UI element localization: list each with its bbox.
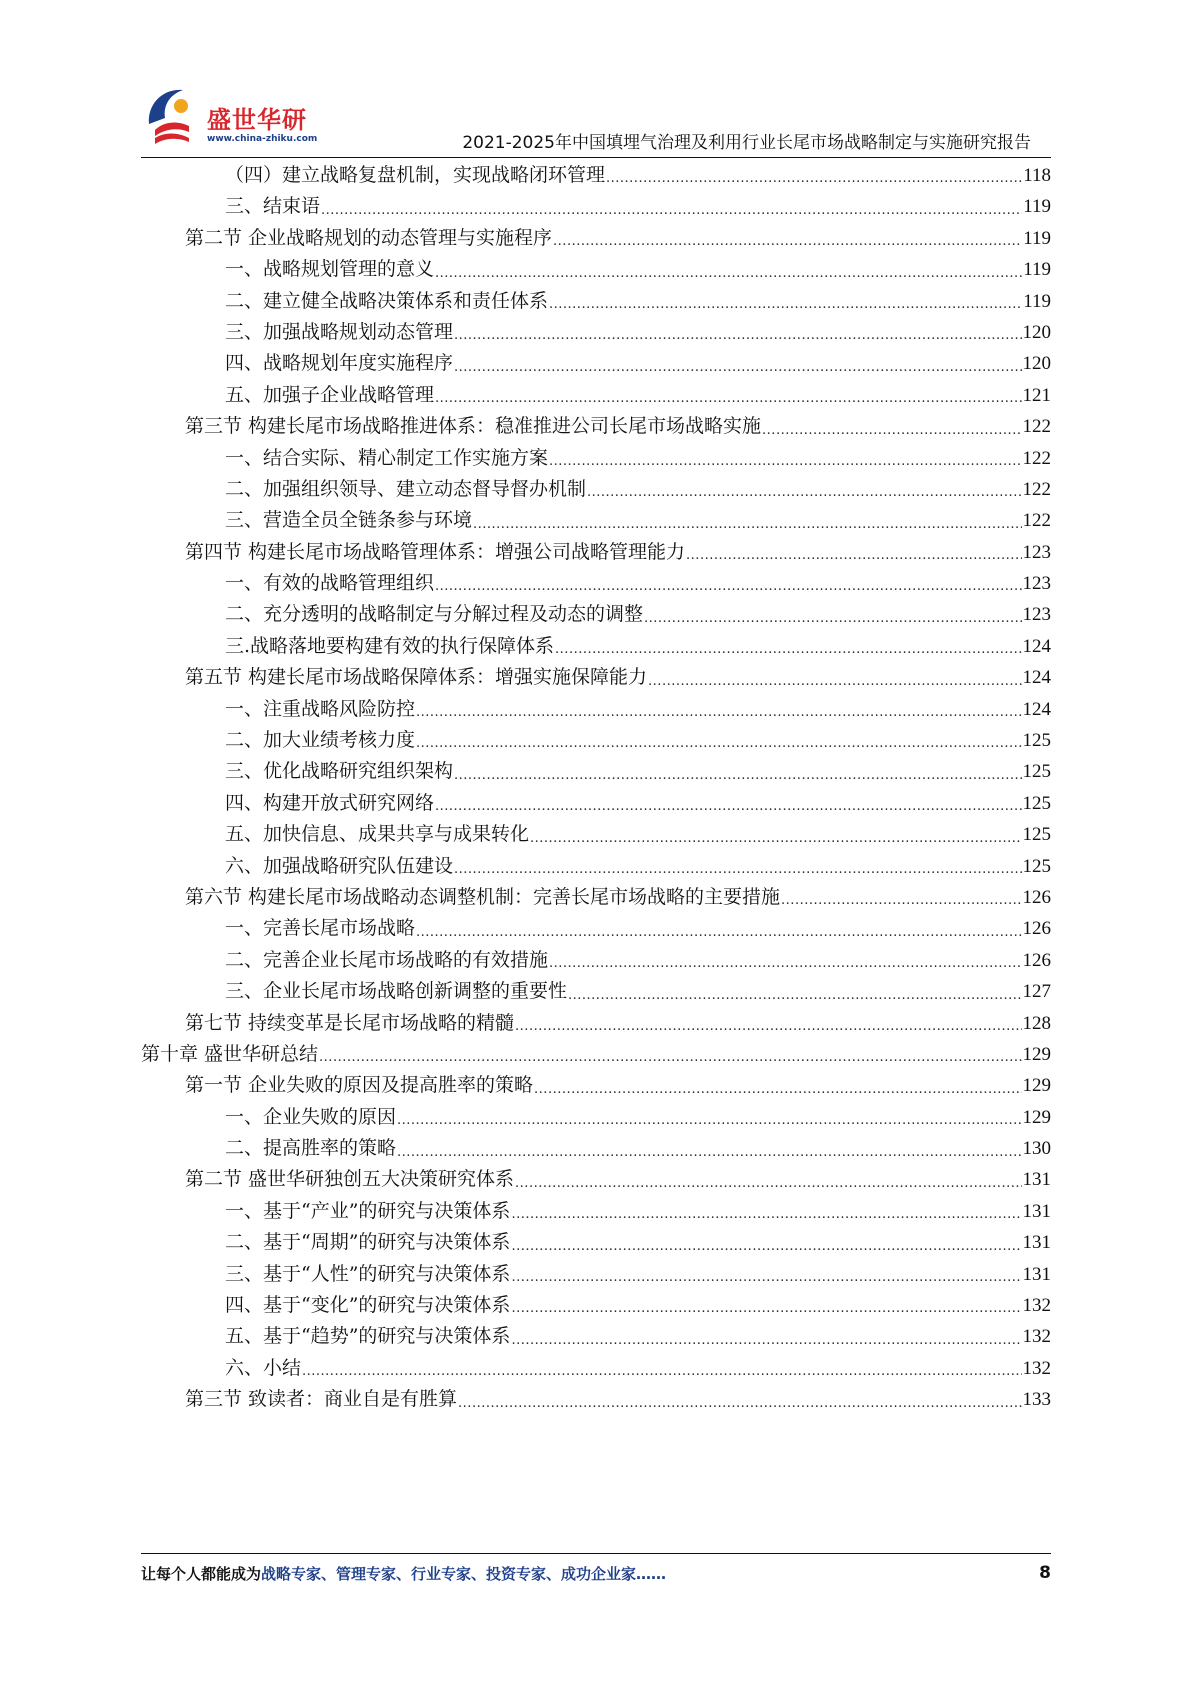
toc-dot-leader	[454, 851, 1021, 882]
toc-entry-page: 124	[1022, 635, 1051, 657]
toc-dot-leader	[319, 1039, 1021, 1070]
footer-slogan-roles: 战略专家、管理专家、行业专家、投资专家、成功企业家……	[261, 1565, 667, 1583]
toc-entry[interactable]	[141, 631, 1051, 662]
toc-dot-leader	[553, 223, 1022, 254]
toc-dot-leader	[644, 599, 1021, 630]
toc-entry-title: 二、建立健全战略决策体系和责任体系	[225, 289, 549, 312]
toc-entry[interactable]	[141, 756, 1051, 787]
toc-entry[interactable]	[141, 1321, 1051, 1352]
toc-dot-leader	[549, 286, 1022, 317]
toc-entry[interactable]	[141, 537, 1051, 568]
toc-entry-title: 二、提高胜率的策略	[225, 1137, 397, 1160]
toc-entry-title: 第二节 企业战略规划的动态管理与实施程序	[185, 226, 553, 249]
toc-entry-title: 三、加强战略规划动态管理	[225, 320, 454, 343]
toc-dot-leader	[435, 380, 1021, 411]
page-footer	[141, 1563, 1051, 1591]
toc-dot-leader	[458, 1384, 1021, 1415]
toc-entry-page: 123	[1022, 541, 1051, 563]
toc-entry-title: 第四节 构建长尾市场战略管理体系：增强公司战略管理能力	[185, 540, 686, 563]
toc-entry-title: 一、战略规划管理的意义	[225, 258, 435, 281]
toc-entry[interactable]	[141, 725, 1051, 756]
toc-dot-leader	[321, 191, 1022, 222]
toc-entry-title: 三、企业长尾市场战略创新调整的重要性	[225, 980, 568, 1003]
toc-dot-leader	[648, 662, 1021, 693]
logo-mark-icon	[141, 82, 211, 152]
toc-entry-title: 三、基于“人性”的研究与决策体系	[225, 1262, 511, 1285]
toc-entry-page: 131	[1022, 1169, 1051, 1191]
toc-entry-page: 131	[1022, 1263, 1051, 1285]
toc-entry-page: 124	[1022, 667, 1051, 689]
toc-entry-page: 131	[1022, 1232, 1051, 1254]
toc-entry[interactable]	[141, 819, 1051, 850]
toc-entry-title: 一、结合实际、精心制定工作实施方案	[225, 446, 549, 469]
toc-entry[interactable]	[141, 1039, 1051, 1070]
footer-divider	[141, 1553, 1051, 1554]
toc-entry-page: 125	[1022, 792, 1051, 814]
toc-entry-page: 126	[1022, 918, 1051, 940]
company-logo	[141, 82, 321, 152]
toc-entry[interactable]	[141, 662, 1051, 693]
toc-entry-page: 119	[1023, 196, 1051, 218]
toc-entry-title: 第十章 盛世华研总结	[141, 1042, 319, 1065]
toc-dot-leader	[397, 1133, 1021, 1164]
toc-entry[interactable]	[141, 1227, 1051, 1258]
toc-entry-title: 一、完善长尾市场战略	[225, 917, 416, 940]
toc-entry-page: 122	[1022, 447, 1051, 469]
toc-entry-title: 六、加强战略研究队伍建设	[225, 854, 454, 877]
toc-entry[interactable]	[141, 380, 1051, 411]
toc-entry[interactable]	[141, 474, 1051, 505]
toc-entry[interactable]	[141, 1070, 1051, 1101]
toc-entry[interactable]	[141, 411, 1051, 442]
toc-entry-title: 第三节 致读者：商业自是有胜算	[185, 1388, 458, 1411]
toc-dot-leader	[515, 1008, 1021, 1039]
toc-entry-page: 125	[1022, 824, 1051, 846]
toc-dot-leader	[454, 317, 1021, 348]
toc-entry-title: 三.战略落地要构建有效的执行保障体系	[225, 634, 555, 657]
toc-dot-leader	[511, 1290, 1021, 1321]
toc-dot-leader	[534, 1070, 1021, 1101]
toc-entry-page: 123	[1022, 573, 1051, 595]
toc-entry-page: 132	[1022, 1295, 1051, 1317]
toc-dot-leader	[568, 976, 1021, 1007]
toc-entry-title: 五、加强子企业战略管理	[225, 383, 435, 406]
toc-entry-page: 131	[1022, 1200, 1051, 1222]
toc-entry-title: 三、结束语	[225, 195, 321, 218]
toc-entry-title: 一、有效的战略管理组织	[225, 572, 435, 595]
toc-entry-page: 123	[1022, 604, 1051, 626]
toc-entry[interactable]	[141, 599, 1051, 630]
toc-dot-leader	[435, 254, 1022, 285]
toc-entry-page: 127	[1022, 981, 1051, 1003]
toc-entry[interactable]	[141, 443, 1051, 474]
toc-entry-title: 五、加快信息、成果共享与成果转化	[225, 823, 530, 846]
toc-dot-leader	[302, 1353, 1021, 1384]
toc-entry-title: 一、企业失败的原因	[225, 1105, 397, 1128]
toc-entry-title: 四、基于“变化”的研究与决策体系	[225, 1294, 511, 1317]
toc-entry[interactable]	[141, 1008, 1051, 1039]
toc-entry[interactable]	[141, 286, 1051, 317]
toc-entry-page: 125	[1022, 761, 1051, 783]
toc-entry[interactable]	[141, 882, 1051, 913]
toc-entry-title: 第二节 盛世华研独创五大决策研究体系	[185, 1168, 515, 1191]
toc-entry-page: 129	[1022, 1106, 1051, 1128]
toc-entry[interactable]	[141, 160, 1051, 191]
toc-entry-title: 四、构建开放式研究网络	[225, 791, 435, 814]
toc-dot-leader	[606, 160, 1022, 191]
toc-entry[interactable]	[141, 1133, 1051, 1164]
toc-dot-leader	[511, 1227, 1021, 1258]
toc-dot-leader	[762, 411, 1021, 442]
toc-entry-page: 133	[1022, 1389, 1051, 1411]
toc-entry-page: 126	[1022, 886, 1051, 908]
toc-dot-leader	[454, 348, 1021, 379]
toc-dot-leader	[511, 1259, 1021, 1290]
toc-entry[interactable]	[141, 976, 1051, 1007]
toc-entry-title: （四）建立战略复盘机制，实现战略闭环管理	[225, 163, 606, 186]
toc-entry[interactable]	[141, 1259, 1051, 1290]
toc-dot-leader	[530, 819, 1021, 850]
toc-entry-page: 121	[1022, 384, 1051, 406]
toc-entry-title: 二、加大业绩考核力度	[225, 729, 416, 752]
toc-entry[interactable]	[141, 913, 1051, 944]
toc-entry-title: 第五节 构建长尾市场战略保障体系：增强实施保障能力	[185, 666, 648, 689]
header-divider	[141, 157, 1051, 158]
toc-dot-leader	[549, 945, 1021, 976]
toc-entry-title: 三、营造全员全链条参与环境	[225, 509, 473, 532]
toc-dot-leader	[416, 694, 1021, 725]
toc-dot-leader	[397, 1102, 1021, 1133]
toc-entry-title: 三、优化战略研究组织架构	[225, 760, 454, 783]
toc-entry[interactable]	[141, 223, 1051, 254]
footer-slogan-prefix: 让每个人都能成为	[141, 1565, 262, 1583]
toc-dot-leader	[549, 443, 1021, 474]
toc-entry-page: 130	[1022, 1138, 1051, 1160]
toc-entry[interactable]	[141, 317, 1051, 348]
toc-dot-leader	[587, 474, 1021, 505]
toc-entry-page: 122	[1022, 510, 1051, 532]
toc-entry-page: 119	[1023, 290, 1051, 312]
toc-entry-page: 124	[1022, 698, 1051, 720]
toc-entry-title: 二、加强组织领导、建立动态督导督办机制	[225, 477, 587, 500]
toc-entry-page: 118	[1023, 164, 1051, 186]
toc-entry-page: 119	[1023, 259, 1051, 281]
toc-entry-title: 五、基于“趋势”的研究与决策体系	[225, 1325, 511, 1348]
toc-entry-title: 第六节 构建长尾市场战略动态调整机制：完善长尾市场战略的主要措施	[185, 885, 781, 908]
toc-entry-page: 126	[1022, 949, 1051, 971]
toc-entry-page: 119	[1023, 227, 1051, 249]
toc-dot-leader	[515, 1165, 1021, 1196]
toc-entry-page: 125	[1022, 730, 1051, 752]
toc-entry[interactable]	[141, 1102, 1051, 1133]
toc-entry[interactable]	[141, 348, 1051, 379]
toc-entry-page: 120	[1022, 321, 1051, 343]
toc-entry[interactable]	[141, 945, 1051, 976]
toc-entry-page: 120	[1022, 353, 1051, 375]
report-title: 2021-2025年中国填埋气治理及利用行业长尾市场战略制定与实施研究报告	[462, 133, 1031, 153]
toc-entry[interactable]	[141, 191, 1051, 222]
toc-dot-leader	[781, 882, 1021, 913]
toc-entry-title: 第一节 企业失败的原因及提高胜率的策略	[185, 1074, 534, 1097]
toc-dot-leader	[686, 537, 1021, 568]
toc-entry-page: 125	[1022, 855, 1051, 877]
toc-dot-leader	[511, 1321, 1021, 1352]
toc-entry[interactable]	[141, 694, 1051, 725]
toc-entry[interactable]	[141, 254, 1051, 285]
toc-entry[interactable]	[141, 788, 1051, 819]
toc-entry-title: 六、小结	[225, 1356, 302, 1379]
toc-dot-leader	[454, 756, 1021, 787]
toc-entry[interactable]	[141, 505, 1051, 536]
toc-entry-page: 129	[1022, 1043, 1051, 1065]
table-of-contents	[141, 160, 1051, 1416]
toc-entry[interactable]	[141, 1196, 1051, 1227]
toc-entry-page: 122	[1022, 416, 1051, 438]
toc-entry[interactable]	[141, 1290, 1051, 1321]
toc-entry-page: 132	[1022, 1326, 1051, 1348]
toc-entry-title: 第七节 持续变革是长尾市场战略的精髓	[185, 1011, 515, 1034]
toc-dot-leader	[416, 725, 1021, 756]
toc-dot-leader	[511, 1196, 1021, 1227]
toc-entry-title: 第三节 构建长尾市场战略推进体系：稳准推进公司长尾市场战略实施	[185, 415, 762, 438]
toc-entry[interactable]	[141, 851, 1051, 882]
toc-entry-title: 二、充分透明的战略制定与分解过程及动态的调整	[225, 603, 644, 626]
toc-entry-title: 四、战略规划年度实施程序	[225, 352, 454, 375]
toc-dot-leader	[416, 913, 1021, 944]
page-number: 8	[1039, 1563, 1051, 1583]
toc-entry[interactable]	[141, 1353, 1051, 1384]
page-header	[0, 0, 1191, 160]
toc-entry[interactable]	[141, 1384, 1051, 1415]
toc-dot-leader	[555, 631, 1021, 662]
toc-entry[interactable]	[141, 568, 1051, 599]
toc-dot-leader	[473, 505, 1021, 536]
toc-entry-page: 129	[1022, 1075, 1051, 1097]
logo-url: www.china-zhiku.com	[207, 134, 318, 144]
toc-entry-page: 128	[1022, 1012, 1051, 1034]
toc-entry-title: 二、基于“周期”的研究与决策体系	[225, 1231, 511, 1254]
logo-text: 盛世华研	[207, 106, 307, 134]
toc-entry-title: 一、基于“产业”的研究与决策体系	[225, 1199, 511, 1222]
toc-dot-leader	[435, 568, 1021, 599]
toc-entry-title: 二、完善企业长尾市场战略的有效措施	[225, 948, 549, 971]
toc-entry-title: 一、注重战略风险防控	[225, 697, 416, 720]
toc-dot-leader	[435, 788, 1021, 819]
toc-entry-page: 132	[1022, 1357, 1051, 1379]
toc-entry[interactable]	[141, 1165, 1051, 1196]
toc-entry-page: 122	[1022, 478, 1051, 500]
